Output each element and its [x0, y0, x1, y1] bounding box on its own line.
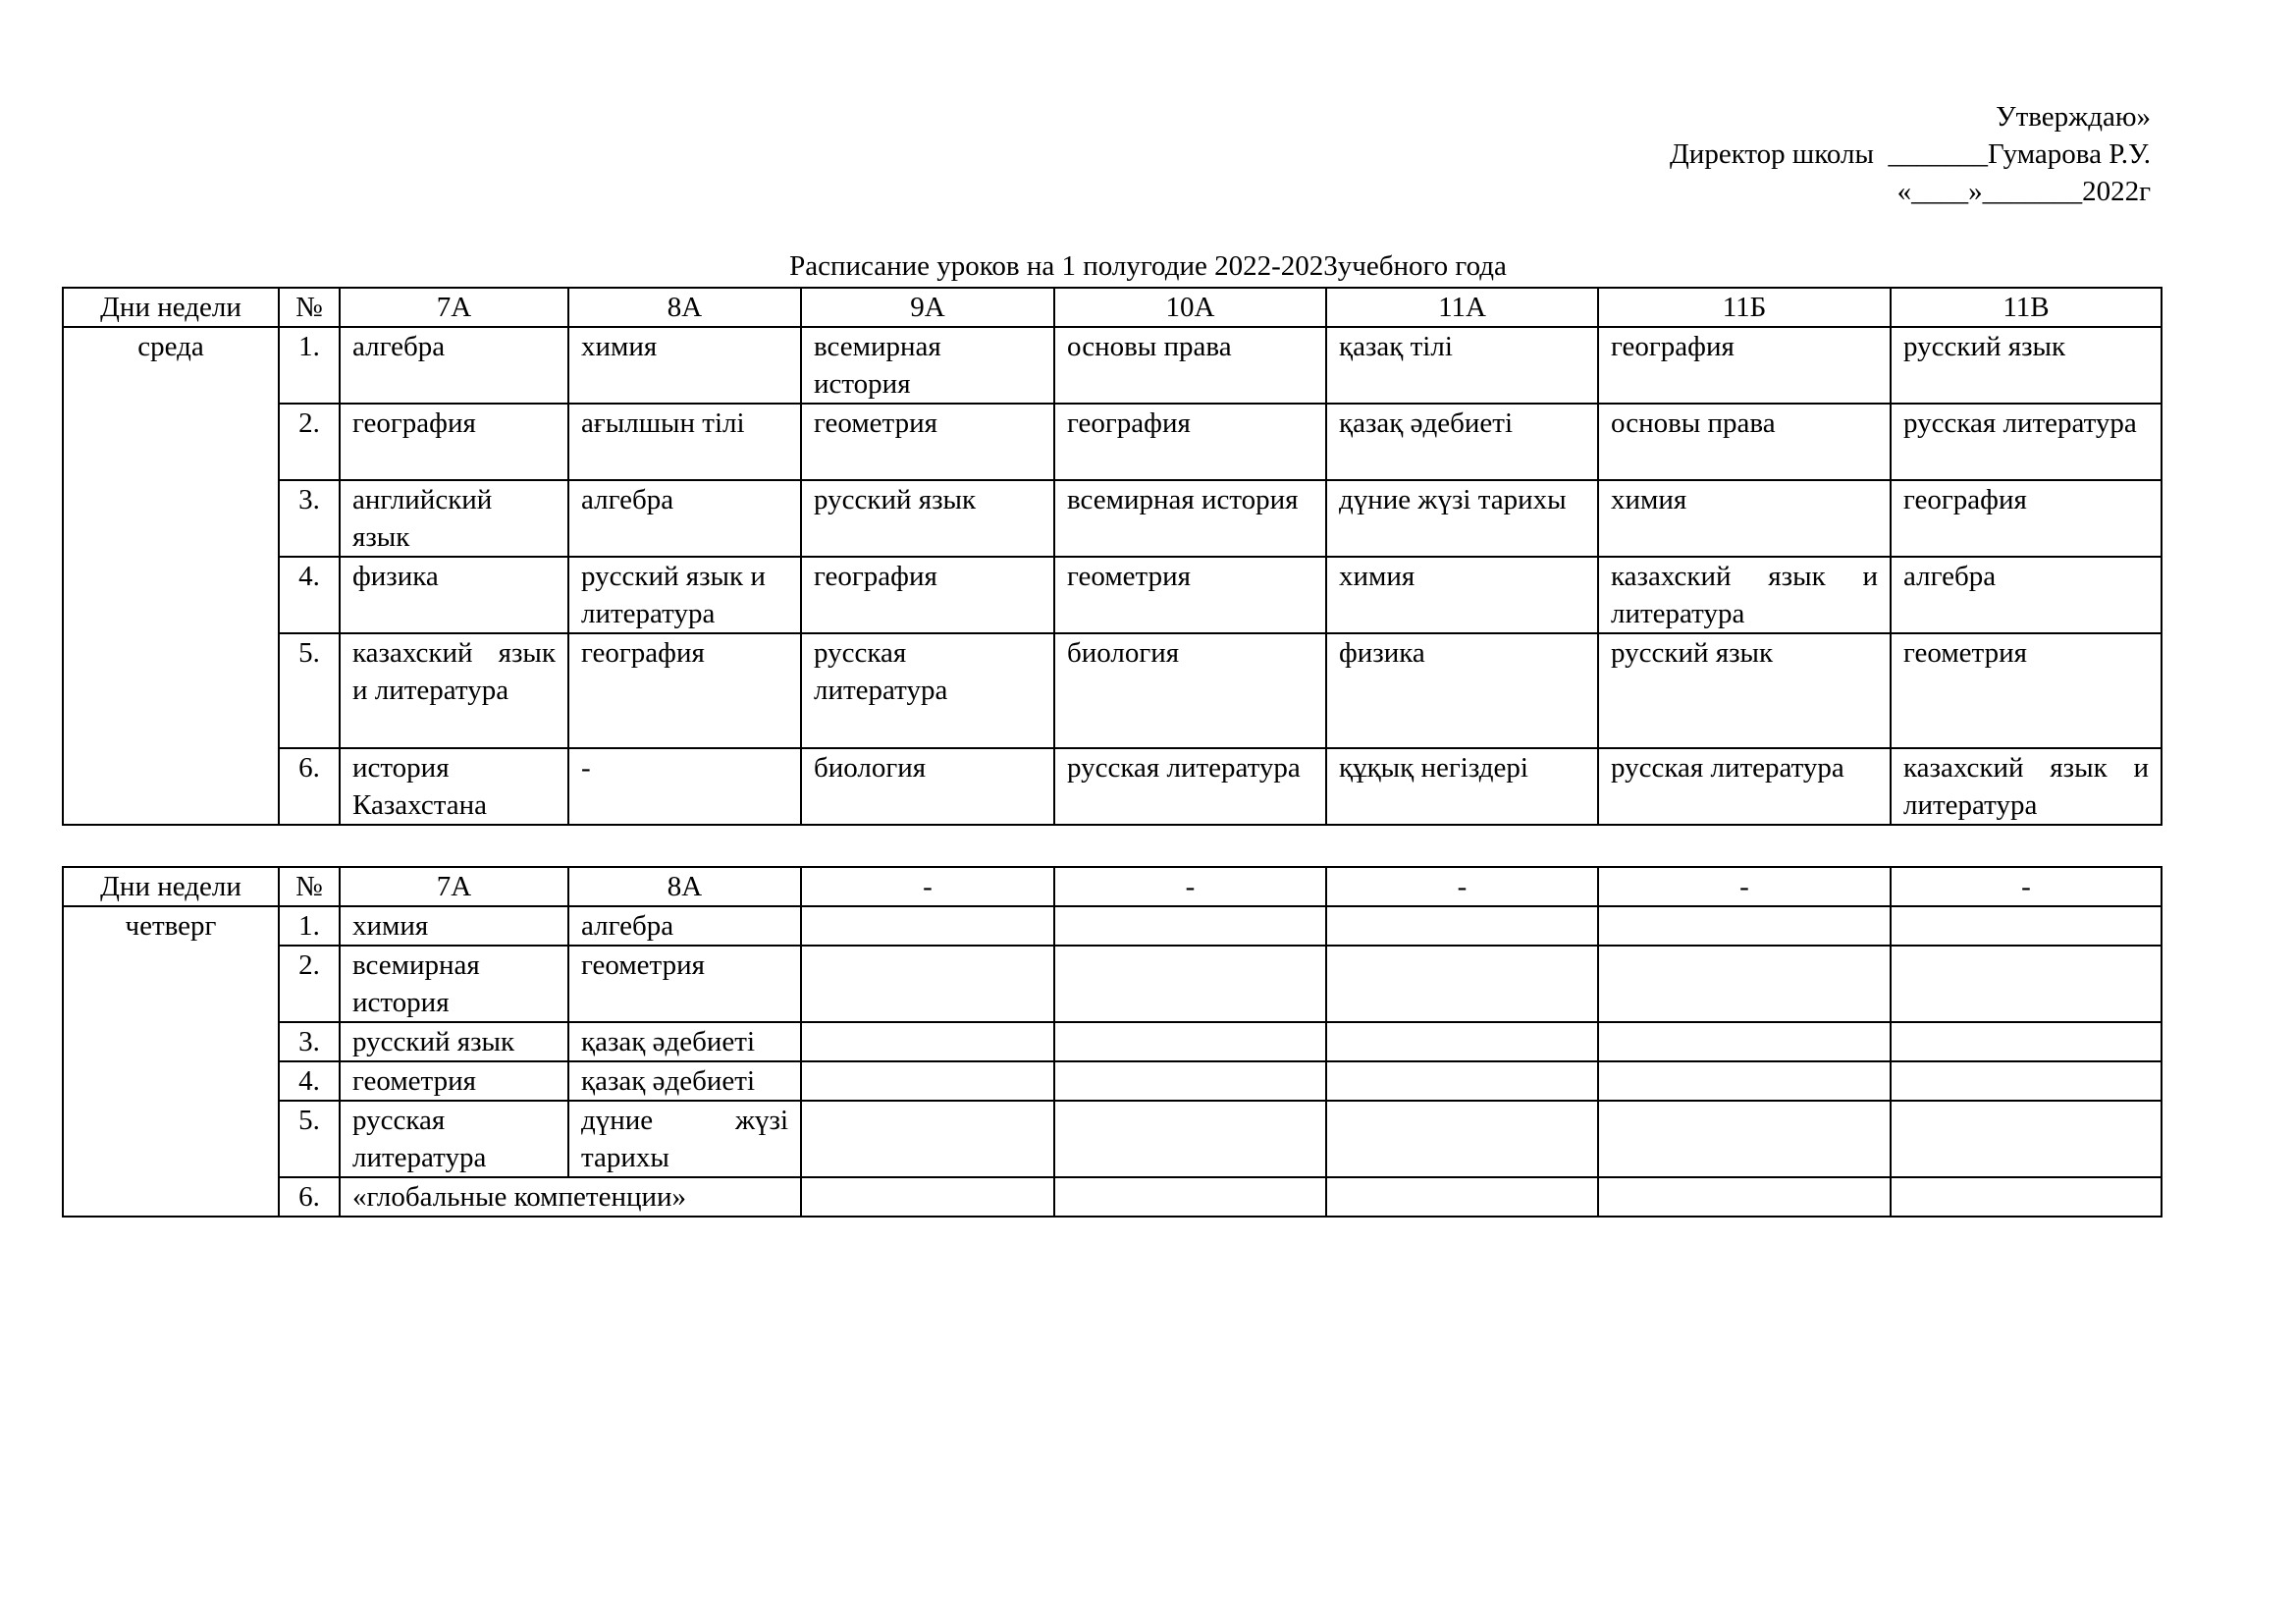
- table-row: [63, 327, 2162, 404]
- lesson-cell: [1054, 1101, 1326, 1177]
- lesson-cell: география: [340, 404, 568, 480]
- lesson-number: 4.: [279, 1061, 340, 1101]
- lesson-cell: химия: [1326, 557, 1598, 633]
- lesson-cell: русская литература: [801, 633, 1054, 748]
- lesson-cell: история Казахстана: [340, 748, 568, 825]
- document-title: Расписание уроков на 1 полугодие 2022-2023учебного года: [789, 250, 1507, 282]
- lesson-number: 3.: [279, 480, 340, 557]
- lesson-cell: [1891, 1061, 2162, 1101]
- lesson-cell: русский язык: [1891, 327, 2162, 404]
- lesson-cell: русская литература: [1891, 404, 2162, 480]
- lesson-cell: русская литература: [1598, 748, 1891, 825]
- lesson-cell: русский язык и литература: [568, 557, 801, 633]
- lesson-cell: физика: [340, 557, 568, 633]
- lesson-cell: [801, 1061, 1054, 1101]
- lesson-cell: [1326, 946, 1598, 1022]
- table-row: [63, 1177, 2162, 1217]
- lesson-cell-merged: «глобальные компетенции»: [340, 1177, 801, 1217]
- header-cell-class: -: [1891, 867, 2162, 906]
- lesson-cell: -: [568, 748, 801, 825]
- approval-line-approve: Утверждаю»: [1996, 101, 2151, 133]
- approval-block: [1670, 98, 2151, 210]
- lesson-cell: английский язык: [340, 480, 568, 557]
- header-cell-class: 10А: [1054, 288, 1326, 327]
- lesson-cell: [1598, 1022, 1891, 1061]
- table-header-row: [63, 288, 2162, 327]
- table-row: [63, 1022, 2162, 1061]
- lesson-number: 1.: [279, 906, 340, 946]
- lesson-cell: құқық негіздері: [1326, 748, 1598, 825]
- header-cell-days: Дни недели: [63, 288, 279, 327]
- lesson-cell: [1598, 946, 1891, 1022]
- header-cell-class: 11Б: [1598, 288, 1891, 327]
- lesson-cell: [1891, 1101, 2162, 1177]
- header-cell-class: -: [1054, 867, 1326, 906]
- lesson-cell: [1598, 1177, 1891, 1217]
- lesson-cell: русская литература: [1054, 748, 1326, 825]
- lesson-cell: [801, 1101, 1054, 1177]
- lesson-cell: [1054, 1022, 1326, 1061]
- lesson-cell: [1598, 1101, 1891, 1177]
- table-row: [63, 1101, 2162, 1177]
- lesson-cell: химия: [1598, 480, 1891, 557]
- header-cell-class: 8А: [568, 867, 801, 906]
- lesson-cell: основы права: [1054, 327, 1326, 404]
- lesson-cell: алгебра: [1891, 557, 2162, 633]
- lesson-cell: алгебра: [568, 480, 801, 557]
- lesson-cell: [801, 906, 1054, 946]
- lesson-cell: геометрия: [1891, 633, 2162, 748]
- header-cell-class: 9А: [801, 288, 1054, 327]
- day-cell: четверг: [63, 906, 279, 1217]
- table-row: [63, 946, 2162, 1022]
- lesson-cell: биология: [1054, 633, 1326, 748]
- lesson-cell: русский язык: [801, 480, 1054, 557]
- lesson-cell: [1891, 906, 2162, 946]
- lesson-cell: казахский язык и литература: [340, 633, 568, 748]
- header-cell-class: -: [801, 867, 1054, 906]
- lesson-cell: основы права: [1598, 404, 1891, 480]
- table-row: [63, 480, 2162, 557]
- lesson-cell: казахский язык и литература: [1891, 748, 2162, 825]
- lesson-cell: [1326, 1101, 1598, 1177]
- lesson-cell: [1054, 1177, 1326, 1217]
- lesson-number: 2.: [279, 946, 340, 1022]
- lesson-cell: [1598, 1061, 1891, 1101]
- lesson-cell: русский язык: [1598, 633, 1891, 748]
- approval-line-director: Директор школы _______Гумарова Р.У.: [1670, 138, 2151, 170]
- lesson-cell: [1326, 1177, 1598, 1217]
- lesson-number: 6.: [279, 748, 340, 825]
- lesson-number: 5.: [279, 633, 340, 748]
- header-cell-class: -: [1326, 867, 1598, 906]
- lesson-cell: химия: [340, 906, 568, 946]
- lesson-cell: химия: [568, 327, 801, 404]
- lesson-cell: биология: [801, 748, 1054, 825]
- lesson-number: 3.: [279, 1022, 340, 1061]
- lesson-cell: дүние жүзі тарихы: [568, 1101, 801, 1177]
- lesson-cell: дүние жүзі тарихы: [1326, 480, 1598, 557]
- lesson-cell: алгебра: [568, 906, 801, 946]
- lesson-cell: русский язык: [340, 1022, 568, 1061]
- lesson-cell: геометрия: [801, 404, 1054, 480]
- header-cell-days: Дни недели: [63, 867, 279, 906]
- lesson-cell: [1891, 1177, 2162, 1217]
- header-cell-class: 7А: [340, 288, 568, 327]
- lesson-cell: география: [1054, 404, 1326, 480]
- schedule-table-wednesday: [62, 287, 2163, 826]
- lesson-cell: [1598, 906, 1891, 946]
- table-row: [63, 748, 2162, 825]
- table-row: [63, 1061, 2162, 1101]
- lesson-cell: қазақ әдебиеті: [1326, 404, 1598, 480]
- lesson-cell: география: [568, 633, 801, 748]
- lesson-cell: [1326, 1022, 1598, 1061]
- header-cell-class: 11В: [1891, 288, 2162, 327]
- header-cell-number: №: [279, 867, 340, 906]
- lesson-cell: география: [801, 557, 1054, 633]
- lesson-cell: физика: [1326, 633, 1598, 748]
- lesson-cell: [1326, 1061, 1598, 1101]
- table-row: [63, 633, 2162, 748]
- lesson-number: 2.: [279, 404, 340, 480]
- lesson-cell: всемирная история: [1054, 480, 1326, 557]
- header-cell-number: №: [279, 288, 340, 327]
- approval-line-date: «____»_______2022г: [1896, 176, 2151, 207]
- table-row: [63, 557, 2162, 633]
- lesson-cell: [1891, 1022, 2162, 1061]
- lesson-cell: геометрия: [568, 946, 801, 1022]
- table-header-row: [63, 867, 2162, 906]
- lesson-cell: [1326, 906, 1598, 946]
- lesson-cell: [1054, 946, 1326, 1022]
- lesson-cell: [1054, 906, 1326, 946]
- lesson-cell: [1054, 1061, 1326, 1101]
- lesson-cell: география: [1598, 327, 1891, 404]
- lesson-cell: [801, 1022, 1054, 1061]
- lesson-cell: ағылшын тілі: [568, 404, 801, 480]
- lesson-cell: русская литература: [340, 1101, 568, 1177]
- lesson-cell: казахский язык и литература: [1598, 557, 1891, 633]
- lesson-cell: қазақ тілі: [1326, 327, 1598, 404]
- lesson-number: 1.: [279, 327, 340, 404]
- header-cell-class: 11А: [1326, 288, 1598, 327]
- lesson-cell: қазақ әдебиеті: [568, 1061, 801, 1101]
- table-row: [63, 404, 2162, 480]
- lesson-cell: [801, 1177, 1054, 1217]
- header-cell-class: 8А: [568, 288, 801, 327]
- lesson-cell: геометрия: [340, 1061, 568, 1101]
- header-cell-class: -: [1598, 867, 1891, 906]
- lesson-number: 4.: [279, 557, 340, 633]
- day-cell: среда: [63, 327, 279, 825]
- lesson-cell: всемирная история: [801, 327, 1054, 404]
- lesson-cell: геометрия: [1054, 557, 1326, 633]
- lesson-cell: қазақ әдебиеті: [568, 1022, 801, 1061]
- lesson-cell: [801, 946, 1054, 1022]
- lesson-cell: [1891, 946, 2162, 1022]
- lesson-cell: география: [1891, 480, 2162, 557]
- header-cell-class: 7А: [340, 867, 568, 906]
- lesson-cell: всемирная история: [340, 946, 568, 1022]
- lesson-cell: алгебра: [340, 327, 568, 404]
- schedule-table-thursday: [62, 866, 2163, 1218]
- lesson-number: 5.: [279, 1101, 340, 1177]
- table-row: [63, 906, 2162, 946]
- lesson-number: 6.: [279, 1177, 340, 1217]
